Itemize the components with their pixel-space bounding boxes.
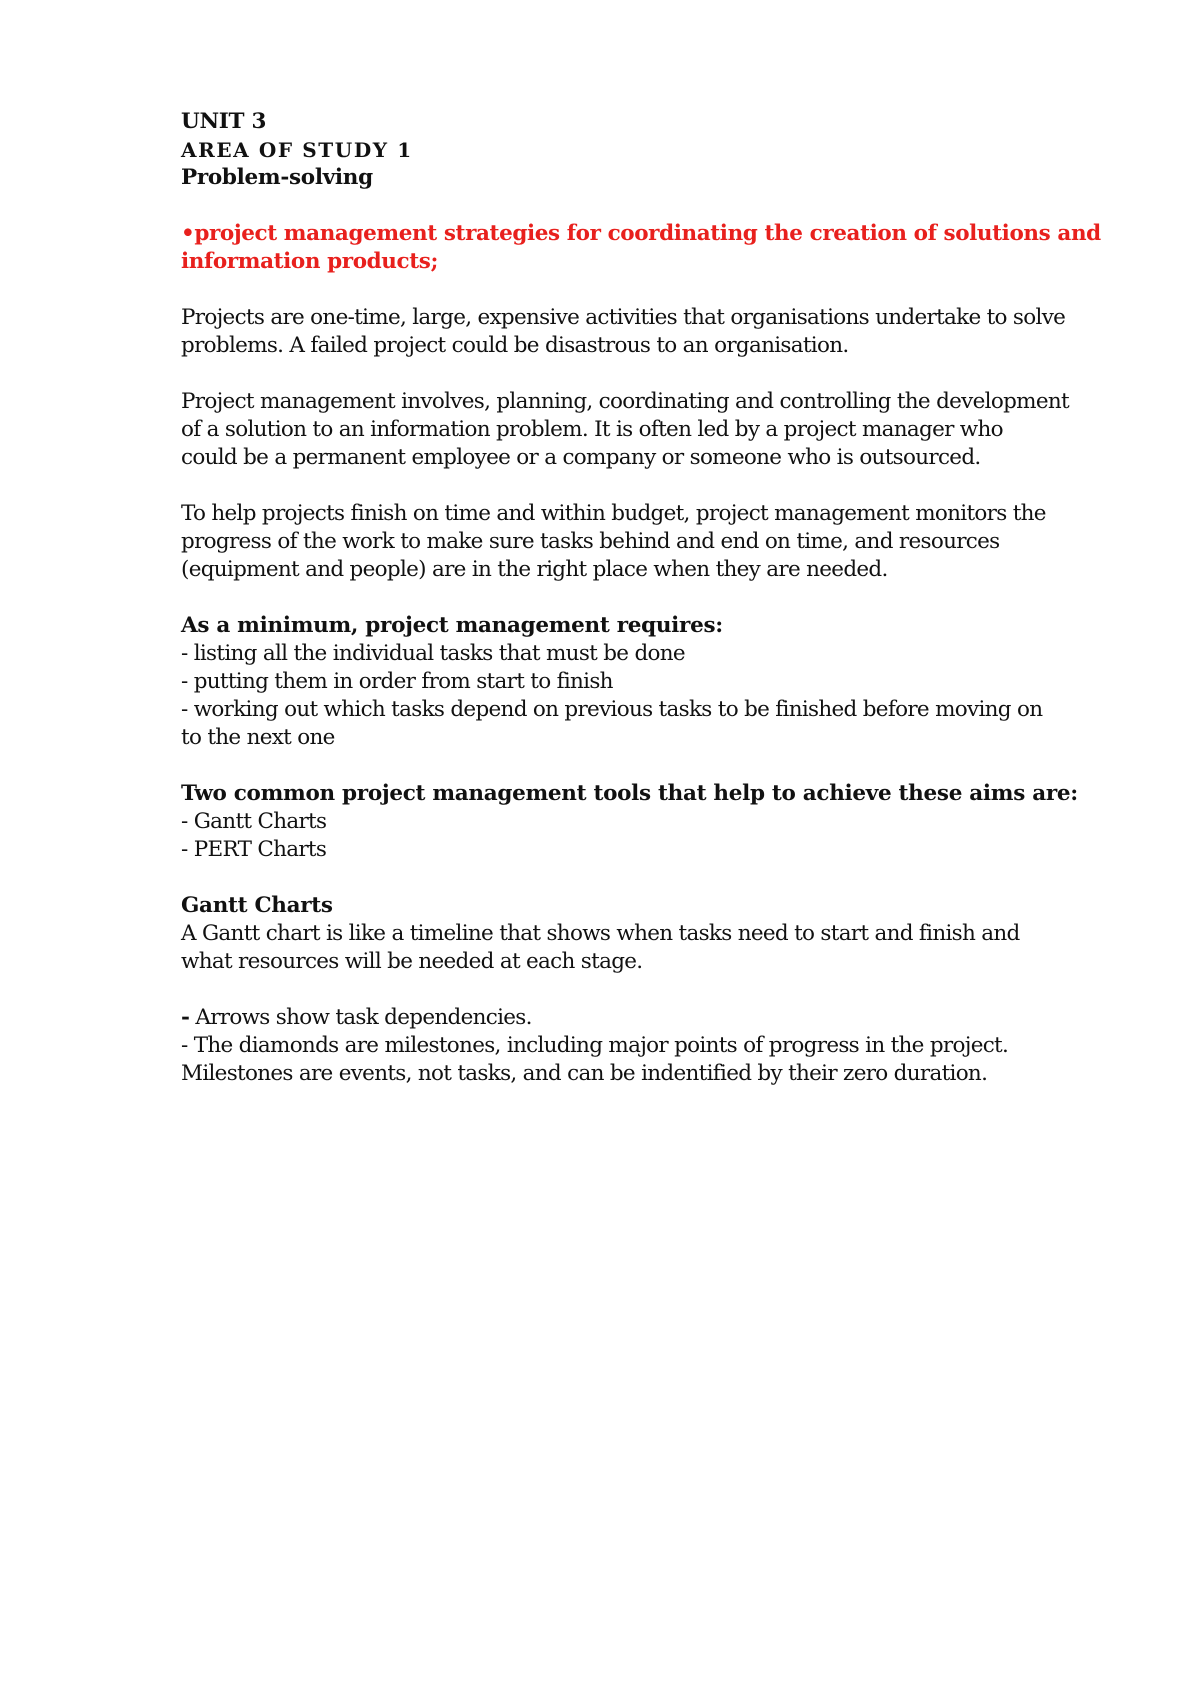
list-item: - The diamonds are milestones, including major points of progress in the project. bbox=[181, 1033, 1009, 1058]
paragraph-project-management bbox=[181, 388, 1069, 472]
paragraph-projects bbox=[181, 304, 1066, 360]
list-item-text: Arrows show task dependencies. bbox=[189, 1005, 532, 1030]
gantt-heading: Gantt Charts bbox=[181, 893, 333, 918]
key-knowledge bbox=[181, 220, 1101, 276]
document-header bbox=[181, 108, 1061, 192]
tools-section bbox=[181, 780, 1078, 864]
paragraph-line: A Gantt chart is like a timeline that shows when tasks need to start and finish and bbox=[181, 921, 1020, 946]
list-item-continuation: Milestones are events, not tasks, and can be indentified by their zero duration. bbox=[181, 1061, 988, 1086]
list-item bbox=[181, 1004, 1061, 1032]
paragraph-line: progress of the work to make sure tasks behind and end on time, and resources bbox=[181, 529, 1000, 554]
key-knowledge-line: information products; bbox=[181, 249, 438, 274]
list-item-continuation: to the next one bbox=[181, 725, 335, 750]
topic-title: Problem-solving bbox=[181, 165, 373, 190]
paragraph-line: Projects are one-time, large, expensive activities that organisations undertake to solve bbox=[181, 305, 1066, 330]
list-item: - Gantt Charts bbox=[181, 809, 327, 834]
gantt-section bbox=[181, 892, 1061, 976]
paragraph-line: could be a permanent employee or a company or someone who is outsourced. bbox=[181, 445, 981, 470]
paragraph-line: (equipment and people) are in the right place when they are needed. bbox=[181, 557, 888, 582]
list-item: - working out which tasks depend on previous tasks to be finished before moving on bbox=[181, 697, 1043, 722]
unit-title: UNIT 3 bbox=[181, 109, 267, 134]
paragraph-line: what resources will be needed at each stage. bbox=[181, 949, 643, 974]
list-dash: - bbox=[181, 1005, 190, 1030]
requirements-heading: As a minimum, project management requires: bbox=[181, 613, 723, 638]
document-page bbox=[181, 108, 1101, 1116]
paragraph-line: problems. A failed project could be disastrous to an organisation. bbox=[181, 333, 849, 358]
paragraph-line: To help projects finish on time and within budget, project management monitors the bbox=[181, 501, 1046, 526]
list-item: - listing all the individual tasks that must be done bbox=[181, 641, 685, 666]
list-item: - PERT Charts bbox=[181, 837, 327, 862]
paragraph-line: Project management involves, planning, coordinating and controlling the development bbox=[181, 389, 1069, 414]
area-of-study: AREA OF STUDY 1 bbox=[181, 138, 413, 162]
requirements-section bbox=[181, 612, 1061, 752]
paragraph-monitoring bbox=[181, 500, 1061, 584]
tools-heading: Two common project management tools that help to achieve these aims are: bbox=[181, 781, 1078, 806]
gantt-notes bbox=[181, 1004, 1061, 1088]
list-item: - putting them in order from start to finish bbox=[181, 669, 613, 694]
key-knowledge-line: •project management strategies for coordinating the creation of solutions and bbox=[181, 221, 1101, 246]
paragraph-line: of a solution to an information problem. It is often led by a project manager who bbox=[181, 417, 1003, 442]
